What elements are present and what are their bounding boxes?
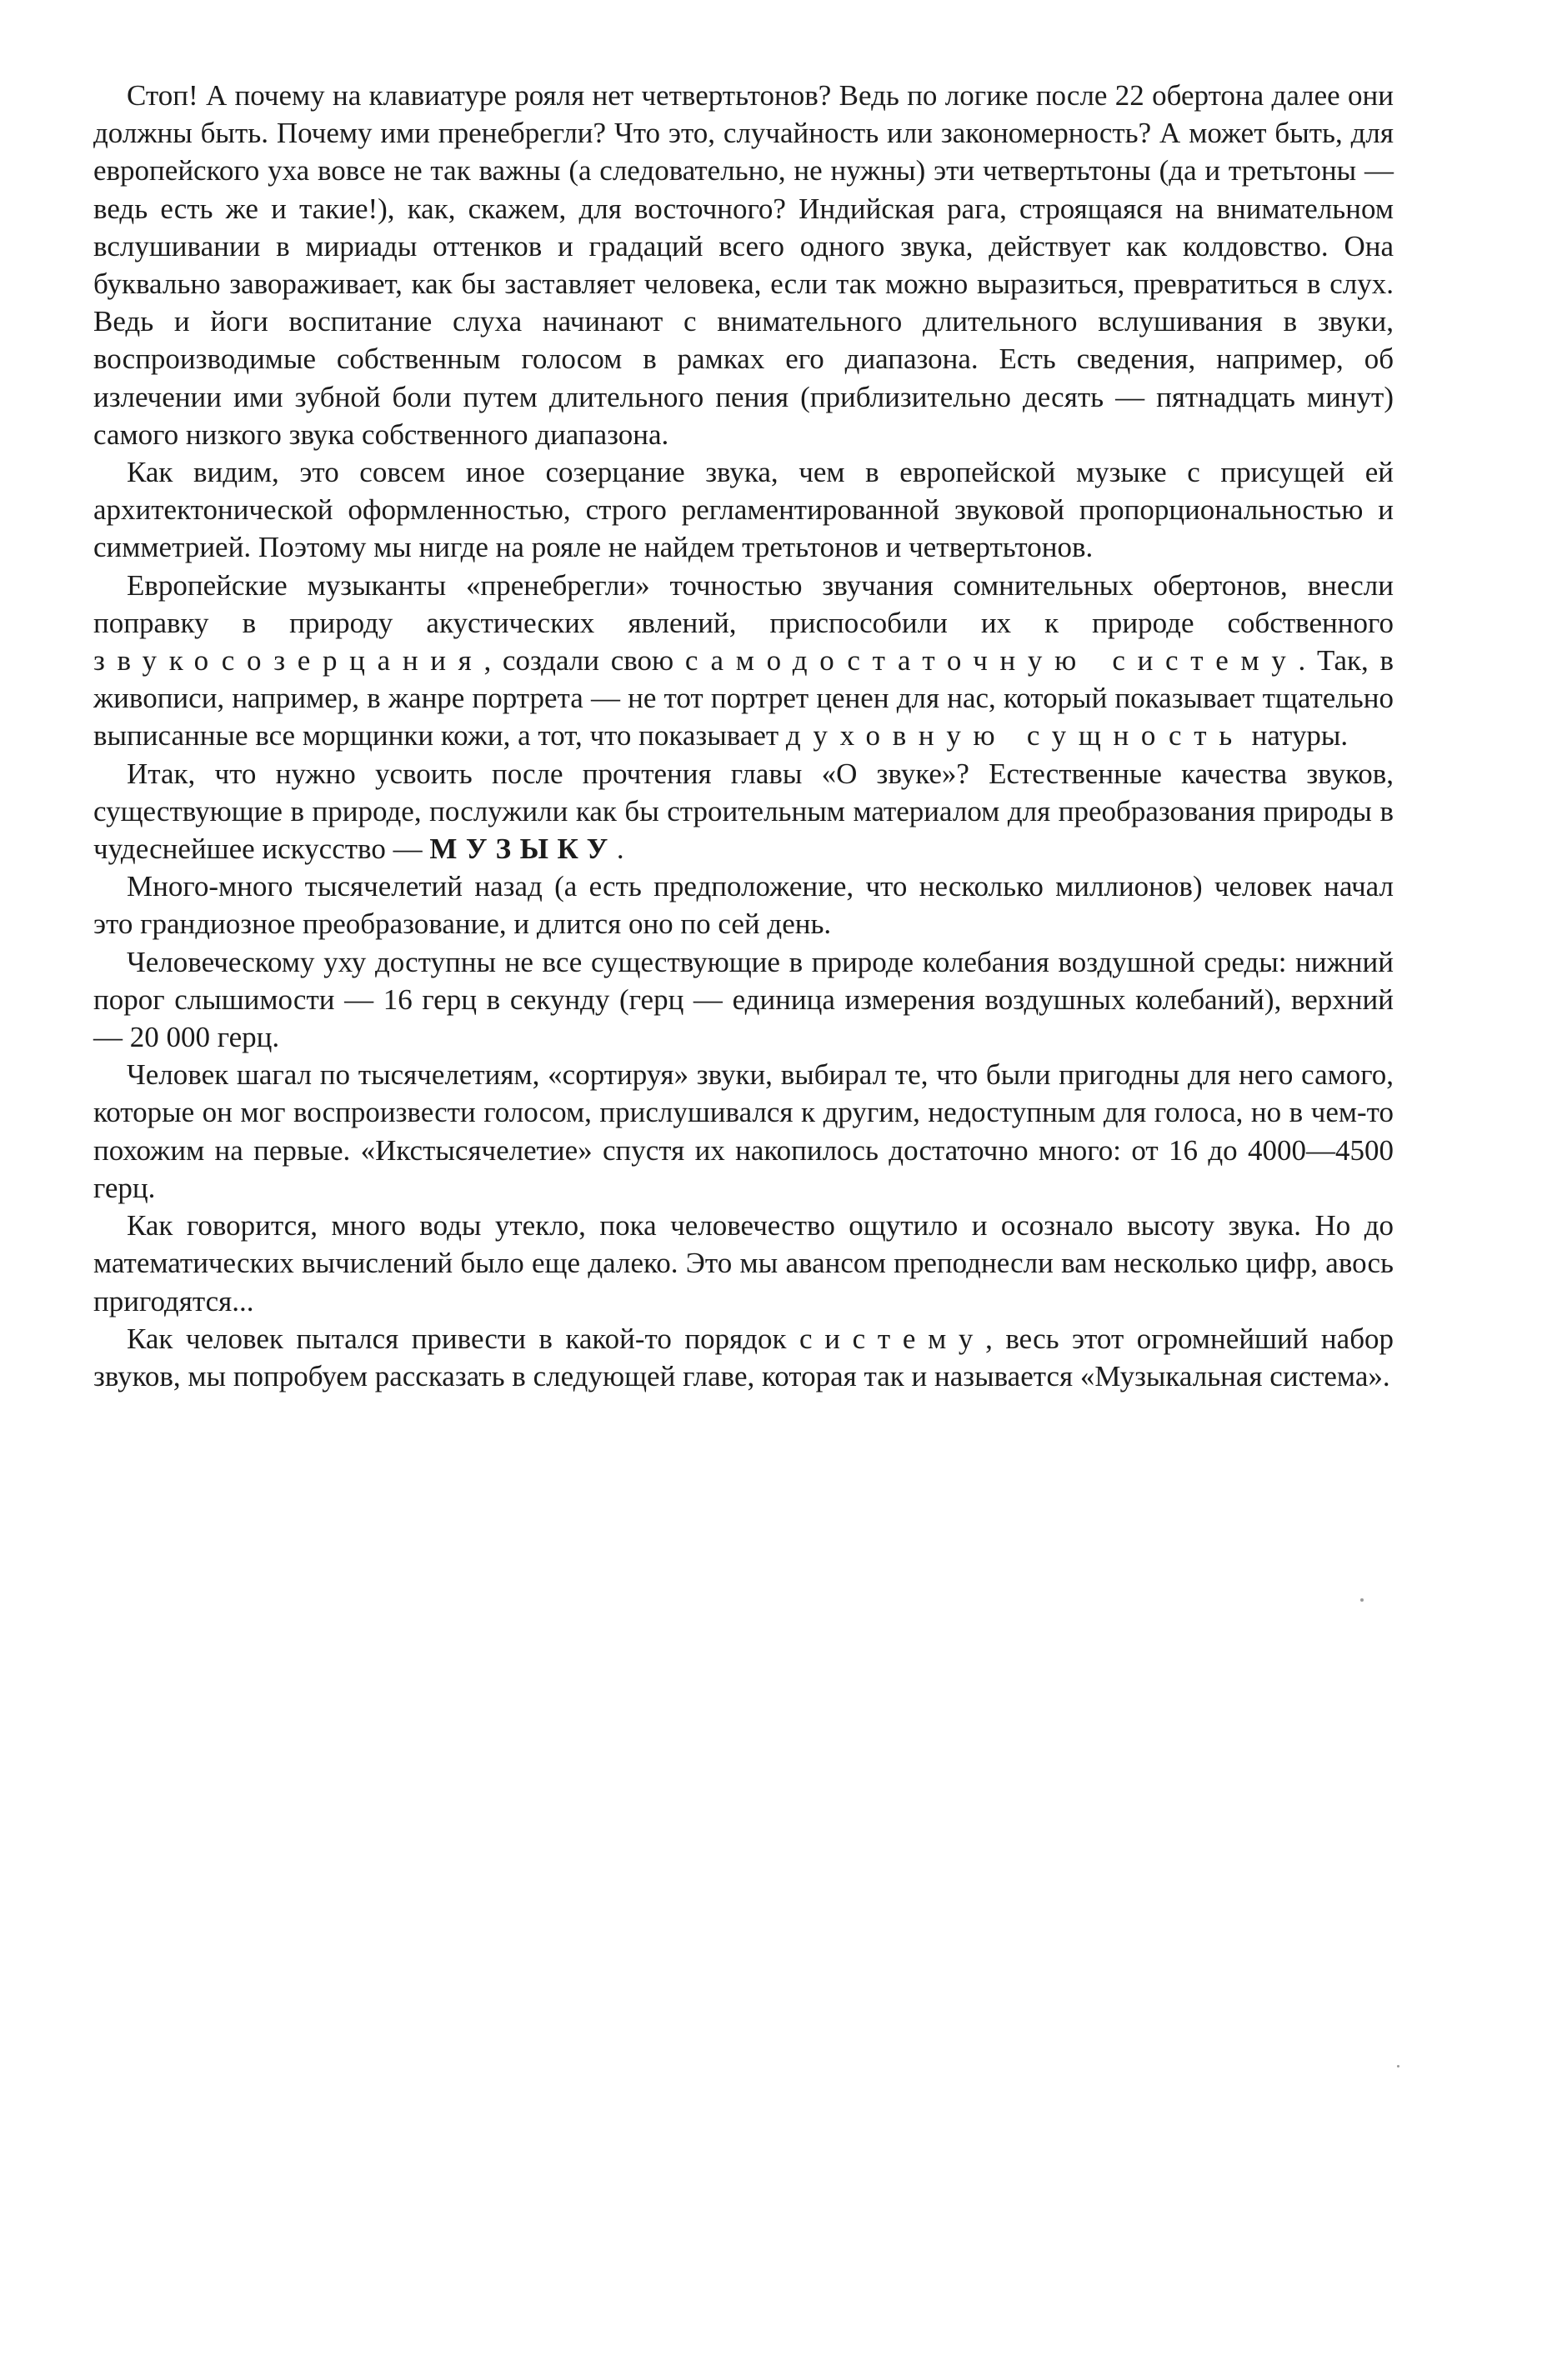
scan-speck <box>1397 2065 1399 2068</box>
book-page-text <box>93 77 1394 1395</box>
paragraph-2: Как видим, это совсем иное созерцание звука, чем в европейской музыке с присущей ей архитектонической оформленностью, строго регламентированной звуковой пропорциональностью и симметрией. Поэтому мы нигде на рояле не найдем третьтонов и четвертьтонов. <box>93 456 1394 564</box>
paragraph-6: Человеческому уху доступны не все существующие в природе колебания воздушной среды: нижний порог слышимости — 16 герц в секунду (герц — единица измерения воздушных колебаний), верхний — 20 000 герц. <box>93 945 1394 1054</box>
paragraph-4: Итак, что нужно усвоить после прочтения главы «О звуке»? Естественные качества звуков, существующие в природе, послужили как бы строительным материалом для преобразования природы в чудеснейшее искусство — МУЗЫКУ. <box>93 757 1394 866</box>
emphasis-system: систему <box>799 1322 986 1355</box>
paragraph-8: Как говорится, много воды утекло, пока человечество ощутило и осознало высоту звука. Но до математических вычислений было еще далеко. Это мы авансом преподнесли вам несколько цифр, авось пригодятся... <box>93 1209 1394 1318</box>
paragraph-5: Много-много тысячелетий назад (а есть предположение, что несколько миллионов) человек начал это грандиозное преобразование, и длится оно по сей день. <box>93 870 1394 941</box>
paragraph-3: Европейские музыканты «пренебрегли» точностью звучания сомнительных обертонов, внесли поправку в природу акустических явлений, приспособили их к природе собственного звукосозерцания, создали свою самодостаточную систему. Так, в живописи, например, в жанре портрета — не тот портрет ценен для нас, который показывает тщательно выписанные все морщинки кожи, а тот, что показывает духовную сущность натуры. <box>93 568 1394 752</box>
emphasis-spiritual-essence: духовную сущность <box>785 719 1244 752</box>
paragraph-7: Человек шагал по тысячелетиям, «сортируя» звуки, выбирал те, что были пригодны для него самого, которые он мог воспроизвести голосом, прислушивался к другим, недоступным для голоса, но в чем-то похожим на первые. «Икстысячелетие» спустя их накопилось достаточно много: от 16 до 4000—4500 герц. <box>93 1058 1394 1204</box>
emphasis-sound-contemplation: звукосозерцания <box>93 644 484 678</box>
paragraph-9: Как человек пытался привести в какой-то порядок систему, весь этот огромнейший набор звуков, мы попробуем рассказать в следующей главе, которая так и называется «Музыкальная система». <box>93 1322 1394 1392</box>
emphasis-music: МУЗЫКУ <box>429 832 617 866</box>
scan-speck <box>1360 1598 1364 1602</box>
paragraph-1: Стоп! А почему на клавиатуре рояля нет четвертьтонов? Ведь по логике после 22 обертона далее они должны быть. Почему ими пренебрегли? Что это, случайность или закономерность? А может быть, для европейского уха вовсе не так важны (а следовательно, не нужны) эти четвертьтоны (да и третьтоны — ведь есть же и такие!), как, скажем, для восточного? Индийская рага, строящаяся на внимательном вслушивании в мириады оттенков и градаций всего одного звука, действует как колдовство. Она буквально завораживает, как бы заставляет человека, если так можно выразиться, превратиться в слух. Ведь и йоги воспитание слуха начинают с внимательного длительного вслушивания в звуки, воспроизводимые собственным голосом в рамках его диапазона. Есть сведения, например, об излечении ими зубной боли путем длительного пения (приблизительно десять — пятнадцать минут) самого низкого звука собственного диапазона. <box>93 79 1394 451</box>
emphasis-self-sufficient-system: самодостаточную систему <box>684 644 1299 678</box>
